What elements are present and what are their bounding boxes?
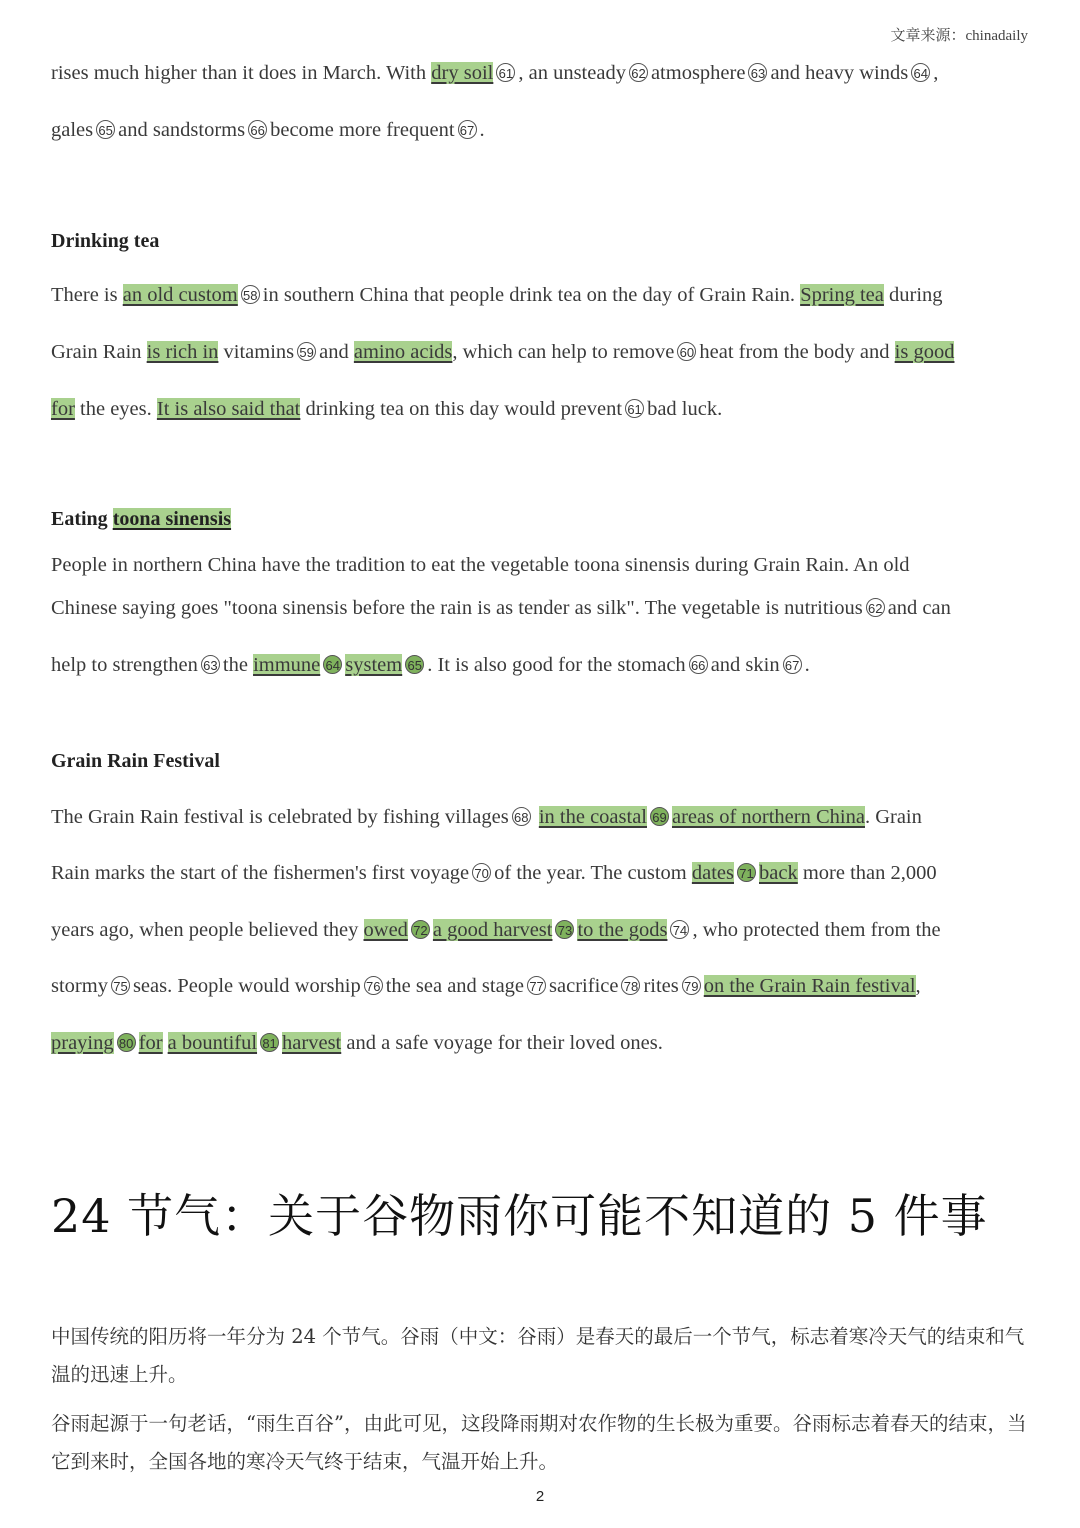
highlight: an old custom (122, 284, 238, 306)
highlight: system (345, 654, 403, 676)
text-line: The Grain Rain festival is celebrated by fishing villages 68 in the coastal 69 areas of northern China. Grain (51, 806, 922, 828)
footnote-marker: 63 (748, 63, 767, 82)
footnote-marker: 78 (621, 976, 640, 995)
source-label: 文章来源：chinadaily (890, 28, 1028, 44)
footnote-marker: 76 (364, 976, 383, 995)
highlight: harvest (282, 1032, 342, 1054)
highlight: a bountiful (167, 1032, 258, 1054)
text-line: praying 80 for a bountiful 81 harvest and a safe voyage for their loved ones. (51, 1032, 663, 1054)
text-line: for the eyes. It is also said that drinking tea on this day would prevent 61 bad luck. (51, 398, 723, 420)
text-line: Grain Rain is rich in vitamins 59 and amino acids, which can help to remove 60 heat from the body and is good (51, 341, 955, 363)
text-line: stormy 75 seas. People would worship 76 the sea and stage 77 sacrifice 78 rites 79 on the Grain Rain festival, (51, 975, 921, 997)
footnote-marker: 81 (260, 1033, 279, 1052)
chinese-paragraph: 谷雨起源于一句老话，“雨生百谷”，由此可见，这段降雨期对农作物的生长极为重要。谷雨标志着春天的结束，当它到来时，全国各地的寒冷天气终于结束，气温开始上升。 (51, 1412, 1027, 1473)
highlight: in the coastal (538, 806, 647, 828)
highlight: is good (894, 341, 955, 363)
footnote-marker: 64 (911, 63, 930, 82)
section-heading: Grain Rain Festival (51, 750, 220, 772)
section-heading: Drinking tea (51, 230, 160, 252)
highlight: for (138, 1032, 163, 1054)
footnote-marker: 68 (512, 807, 531, 826)
chinese-paragraph: 中国传统的阳历将一年分为 24 个节气。谷雨（中文：谷雨）是春天的最后一个节气，标志着寒冷天气的结束和气温的迅速上升。 (51, 1325, 1025, 1386)
highlight: dry soil (431, 62, 494, 84)
footnote-marker: 65 (405, 655, 424, 674)
footnote-marker: 67 (458, 120, 477, 139)
text-line: years ago, when people believed they owed 72 a good harvest 73 to the gods 74 , who protected them from the (51, 919, 941, 941)
footnote-marker: 64 (323, 655, 342, 674)
footnote-marker: 71 (737, 863, 756, 882)
text-line: Chinese saying goes "toona sinensis before the rain is as tender as silk". The vegetable is nutritious 62 and can (51, 597, 951, 619)
highlight: It is also said that (156, 398, 301, 420)
footnote-marker: 59 (297, 342, 316, 361)
highlight: dates (691, 862, 734, 884)
highlight: a good harvest (432, 919, 553, 941)
footnote-marker: 62 (629, 63, 648, 82)
footnote-marker: 70 (472, 863, 491, 882)
text-line: rises much higher than it does in March. With dry soil 61 , an unsteady 62 atmosphere 63 and heavy winds 64 , (51, 62, 939, 84)
footnote-marker: 79 (682, 976, 701, 995)
highlight: owed (363, 919, 408, 941)
footnote-marker: 73 (555, 920, 574, 939)
text-line: help to strengthen 63 the immune 64 system 65 . It is also good for the stomach 66 and skin 67 . (51, 654, 810, 676)
highlight: back (759, 862, 798, 884)
chinese-title: 24 节气：关于谷物雨你可能不知道的 5 件事 (51, 1189, 988, 1243)
footnote-marker: 69 (650, 807, 669, 826)
highlight: is rich in (146, 341, 219, 363)
text-line: There is an old custom 58 in southern China that people drink tea on the day of Grain Rain. Spring tea during (51, 284, 943, 306)
footnote-marker: 63 (201, 655, 220, 674)
footnote-marker: 65 (96, 120, 115, 139)
highlight: for (51, 398, 75, 420)
footnote-marker: 75 (111, 976, 130, 995)
footnote-marker: 67 (783, 655, 802, 674)
footnote-marker: 62 (866, 598, 885, 617)
page-number: 2 (535, 1488, 545, 1505)
highlight: toona sinensis (112, 508, 232, 530)
footnote-marker: 66 (248, 120, 267, 139)
footnote-marker: 58 (241, 285, 260, 304)
highlight: on the Grain Rain festival (703, 975, 916, 997)
footnote-marker: 77 (527, 976, 546, 995)
highlight: immune (253, 654, 321, 676)
footnote-marker: 80 (117, 1033, 136, 1052)
highlight: Spring tea (800, 284, 884, 306)
text-line: People in northern China have the tradition to eat the vegetable toona sinensis during Grain Rain. An old (51, 554, 910, 576)
footnote-marker: 61 (625, 399, 644, 418)
footnote-marker: 74 (670, 920, 689, 939)
footnote-marker: 72 (411, 920, 430, 939)
highlight: amino acids (353, 341, 453, 363)
footnote-marker: 60 (677, 342, 696, 361)
highlight: praying (51, 1032, 114, 1054)
text-line: gales 65 and sandstorms 66 become more frequent 67 . (51, 119, 485, 141)
footnote-marker: 61 (496, 63, 515, 82)
highlight: areas of northern China (671, 806, 865, 828)
footnote-marker: 66 (689, 655, 708, 674)
section-heading: Eating toona sinensis (51, 508, 232, 530)
highlight: to the gods (577, 919, 668, 941)
text-line: Rain marks the start of the fishermen's first voyage 70 of the year. The custom dates 71 back more than 2,000 (51, 862, 937, 884)
